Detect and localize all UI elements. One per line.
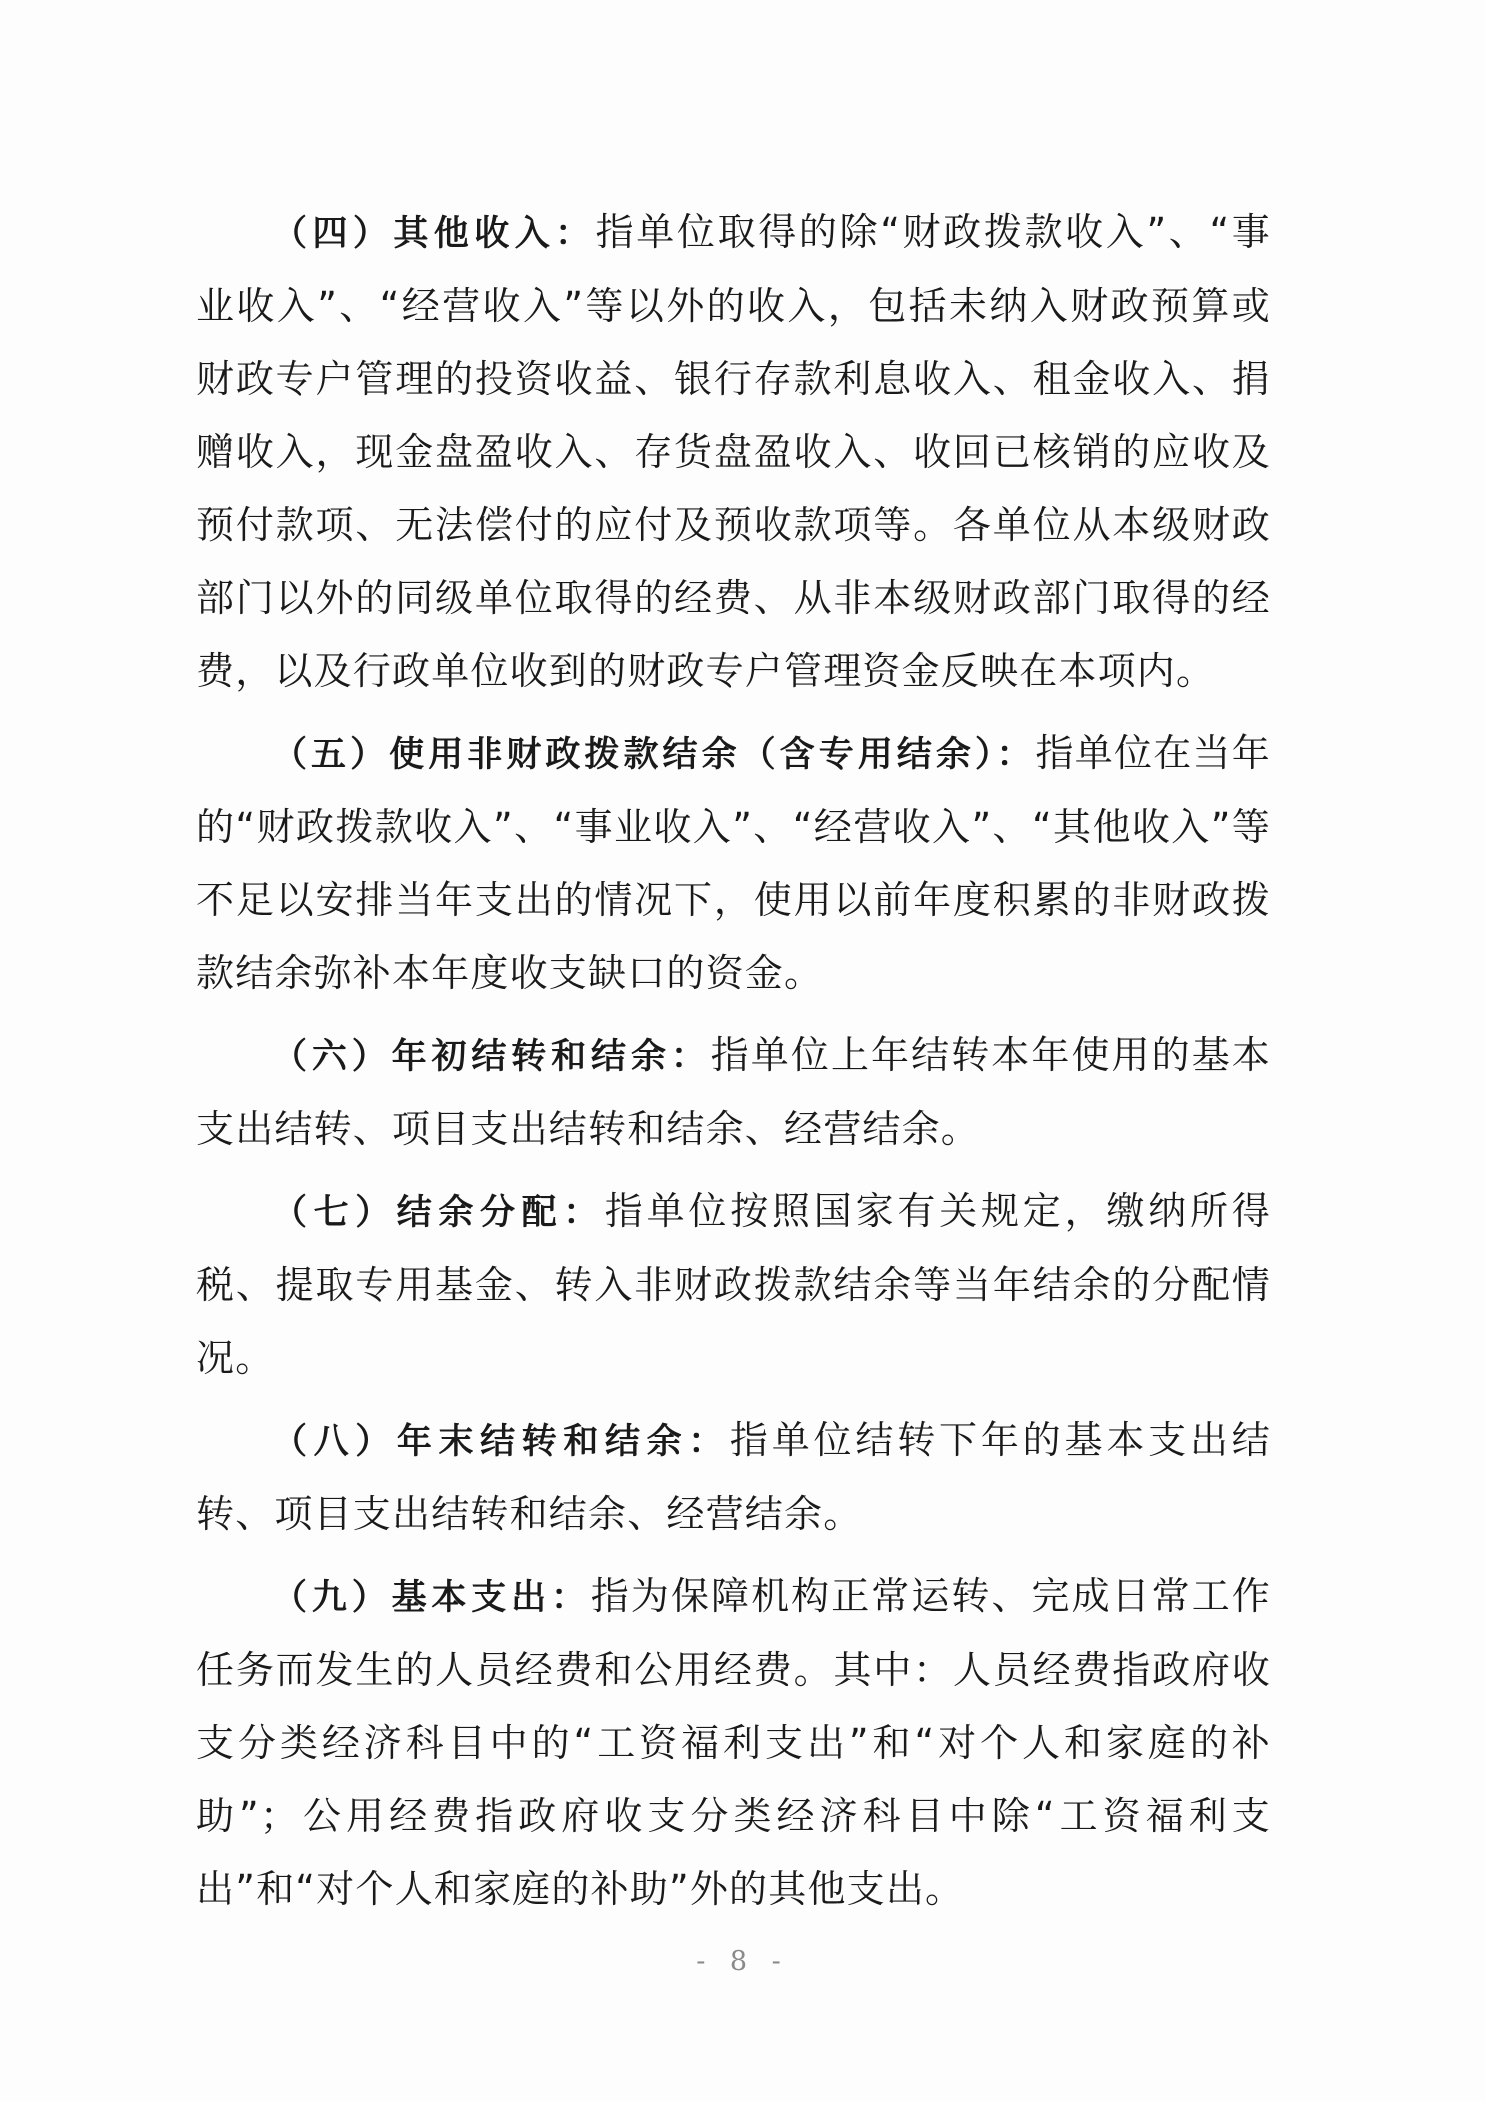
paragraph-text: 指单位结转下年的基本支出结转、项目支出结转和结余、经营结余。 <box>196 1418 1271 1536</box>
paragraph-surplus-distribution <box>196 1175 1271 1395</box>
paragraph-text: 指单位在当年的“财政拨款收入”、“事业收入”、“经营收入”、“其他收入”等不足以安排当年支出的情况下，使用以前年度积累的非财政拨款结余弥补本年度收支缺口的资金。 <box>196 731 1271 995</box>
paragraph-other-income <box>196 196 1271 708</box>
paragraph-text: 指单位上年结转本年使用的基本支出结转、项目支出结转和结余、经营结余。 <box>196 1033 1271 1151</box>
paragraph-heading: （五）使用非财政拨款结余（含专用结余）： <box>272 734 1036 775</box>
paragraph-heading: （四）其他收入： <box>272 213 596 254</box>
paragraph-text: 指单位按照国家有关规定，缴纳所得税、提取专用基金、转入非财政拨款结余等当年结余的分配情况。 <box>196 1189 1271 1380</box>
paragraph-beginning-carryover <box>196 1019 1271 1166</box>
paragraph-heading: （九）基本支出： <box>272 1577 591 1618</box>
paragraph-text: 指为保障机构正常运转、完成日常工作任务而发生的人员经费和公用经费。其中：人员经费指政府收支分类经济科目中的“工资福利支出”和“对个人和家庭的补助”；公用经费指政府收支分类经济科目中除“工资福利支出”和“对个人和家庭的补助”外的其他支出。 <box>196 1574 1271 1911</box>
paragraph-heading: （八）年末结转和结余： <box>272 1421 730 1462</box>
paragraph-heading: （七）结余分配： <box>272 1192 605 1233</box>
paragraph-heading: （六）年初结转和结余： <box>272 1036 711 1077</box>
paragraph-basic-expenditure <box>196 1560 1271 1926</box>
page-number: - 8 - <box>696 1946 789 1977</box>
paragraph-text: 指单位取得的除“财政拨款收入”、“事业收入”、“经营收入”等以外的收入，包括未纳入财政预算或财政专户管理的投资收益、银行存款利息收入、租金收入、捐赠收入，现金盘盈收入、存货盘盈收入、收回已核销的应收及预付款项、无法偿付的应付及预收款项等。各单位从本级财政部门以外的同级单位取得的经费、从非本级财政部门取得的经费，以及行政单位收到的财政专户管理资金反映在本项内。 <box>196 210 1271 693</box>
paragraph-non-fiscal-surplus <box>196 717 1271 1010</box>
paragraph-year-end-carryover <box>196 1404 1271 1551</box>
document-body <box>196 196 1271 1935</box>
